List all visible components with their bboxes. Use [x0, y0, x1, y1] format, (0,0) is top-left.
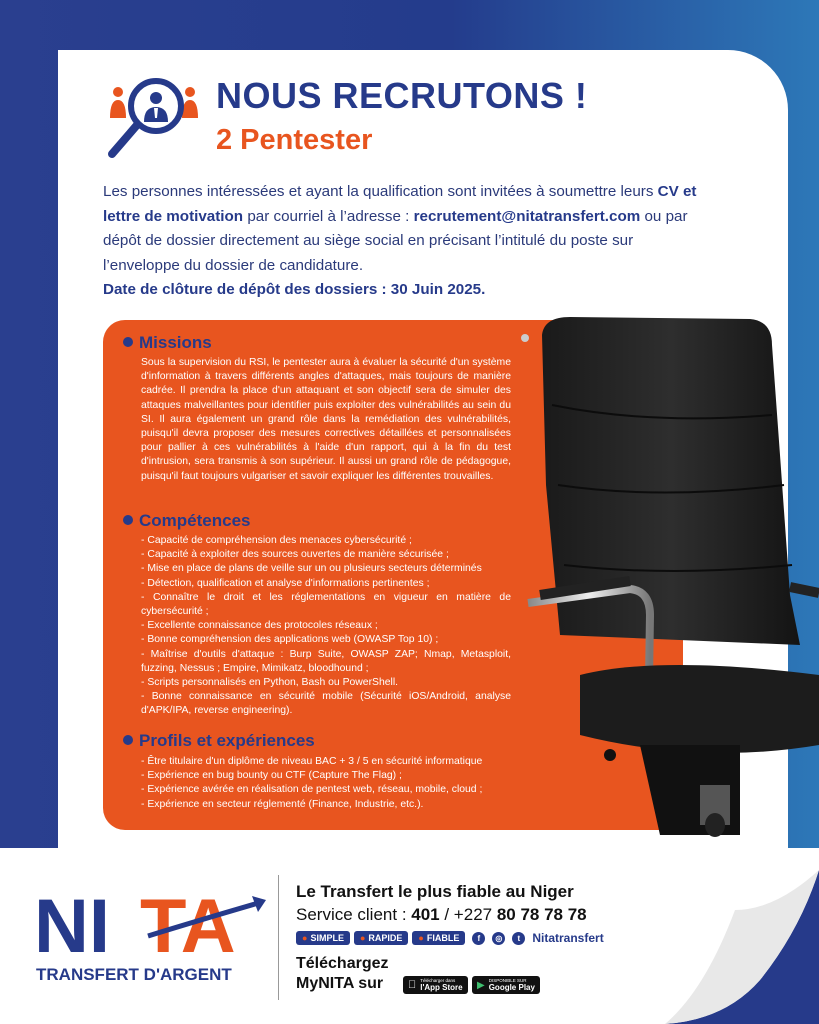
list-item: - Excellente connaissance des protocoles réseaux ;	[141, 620, 378, 632]
competences-list	[141, 534, 511, 719]
list-item: - Expérience en secteur réglementé (Finance, Industrie, etc.).	[141, 798, 424, 810]
list-item: - Scripts personnalisés en Python, Bash ou PowerShell.	[141, 677, 399, 689]
footer-badges	[296, 931, 604, 945]
bullet-dot-icon	[123, 337, 133, 347]
intro-cv: CV et lettre de motivation	[103, 183, 697, 225]
download-label: Téléchargez	[296, 955, 389, 972]
nita-tagline-logo: TRANSFERT D'ARGENT	[36, 965, 232, 984]
list-item: - Maîtrise d'outils d'attaque : Burp Suite, OWASP ZAP; Nmap, Metasploit, fuzzing, Nessus ; Empire, Mimikatz, bloodhound ;	[141, 648, 511, 674]
list-item: - Connaître le droit et les réglementations en vigueur en matière de cybersécurité ;	[141, 591, 511, 618]
deadline: Date de clôture de dépôt des dossiers : 30 Juin 2025.	[103, 281, 486, 298]
list-item: - Expérience en bug bounty ou CTF (Capture The Flag) ;	[141, 770, 402, 782]
list-item: - Être titulaire d'un diplôme de niveau BAC + 3 / 5 en sécurité informatique	[141, 756, 483, 767]
app-store-button[interactable]: Télécharger dans l'App Store	[403, 976, 468, 994]
facebook-icon[interactable]: f	[472, 932, 485, 945]
list-item: - Capacité de compréhension des menaces cybersécurité ;	[141, 535, 412, 546]
competences-heading: Compétences	[123, 511, 250, 531]
list-item: - Détection, qualification et analyse d'informations pertinentes ;	[141, 577, 430, 589]
instagram-icon[interactable]: ◎	[492, 932, 505, 945]
list-item: - Mise en place de plans de veille sur un ou plusieurs secteurs déterminés	[141, 563, 482, 575]
intro-text: Les personnes intéressées et ayant la qualification sont invitées à soumettre leurs	[103, 183, 658, 200]
missions-text: Sous la supervision du RSI, le pentester aura à évaluer la sécurité d'un système d'information à travers différents angles d'attaques, mais toujours de manière cadrée. Il prendra la place d'un attaquant et son objectif sera de simuler des attaques malveillantes pour identifier puis exploiter des vulnérabilités au sein du SI. Il aura également un grand rôle dans la remédiation des vulnérabilités, puisqu'il devra proposer des mesures correctives détaillées et personnalisées pour pallier à ces vulnérabilités à l'aide d'un rapport, qui à la fin du test d'intrusion, sera transmis à son supérieur. Il aussi un grand rôle de pédagogue, puisqu'il faut toujours vulgariser et savoir expliquer les différentes trouvailles.	[141, 357, 511, 482]
list-item: - Bonne connaissance en sécurité mobile (Sécurité iOS/Android, analyse d'APK/IPA, reverse engineering).	[141, 691, 511, 717]
email-link[interactable]: recrutement@nitatransfert.com	[413, 207, 641, 225]
badge-fiable: ● FIABLE	[412, 931, 465, 945]
twitter-icon[interactable]: t	[512, 932, 525, 945]
missions-heading: Missions	[123, 333, 212, 353]
intro-text-2: par courriel à l’adresse :	[243, 207, 414, 225]
list-item: - Capacité à exploiter des sources ouvertes de manière sécurisée ;	[141, 549, 449, 561]
badge-simple: ● SIMPLE	[296, 931, 350, 945]
list-item: - Expérience avérée en réalisation de pentest web, réseau, mobile, cloud ;	[141, 784, 483, 796]
service-client: Service client : 401 / +227 80 78 78 78	[296, 905, 587, 924]
play-icon: ▶	[477, 979, 485, 991]
apple-icon	[408, 979, 416, 991]
badge-rapide: ● RAPIDE	[354, 931, 408, 945]
profils-list	[141, 755, 521, 812]
footer-divider	[278, 875, 279, 1000]
list-item: - Bonne compréhension des applications web (OWASP Top 10) ;	[141, 634, 439, 646]
job-title: 2 Pentester	[216, 124, 373, 156]
intro-paragraph	[103, 180, 703, 303]
office-chair-image	[500, 315, 819, 855]
page-curl-decoration	[665, 870, 819, 1024]
nita-logo-text: NI	[34, 884, 110, 969]
footer-tagline: Le Transfert le plus fiable au Niger	[296, 882, 574, 901]
bullet-dot-icon	[123, 735, 133, 745]
recruit-magnifier-icon	[104, 70, 204, 162]
intro-text-3: ou par dépôt de dossier directement au siège social en précisant l’intitulé du poste sur l’enveloppe du dossier de candidature.	[103, 207, 688, 274]
download-label-2: MyNITA sur	[296, 975, 384, 992]
bullet-dot-icon	[123, 515, 133, 525]
social-handle: Nitatransfert	[532, 931, 604, 945]
svg-text:TA: TA	[140, 884, 236, 969]
page-title: NOUS RECRUTONS !	[216, 75, 588, 116]
profils-heading: Profils et expériences	[123, 731, 315, 751]
google-play-button[interactable]: ▶ DISPONIBLE SUR Google Play	[472, 976, 540, 994]
